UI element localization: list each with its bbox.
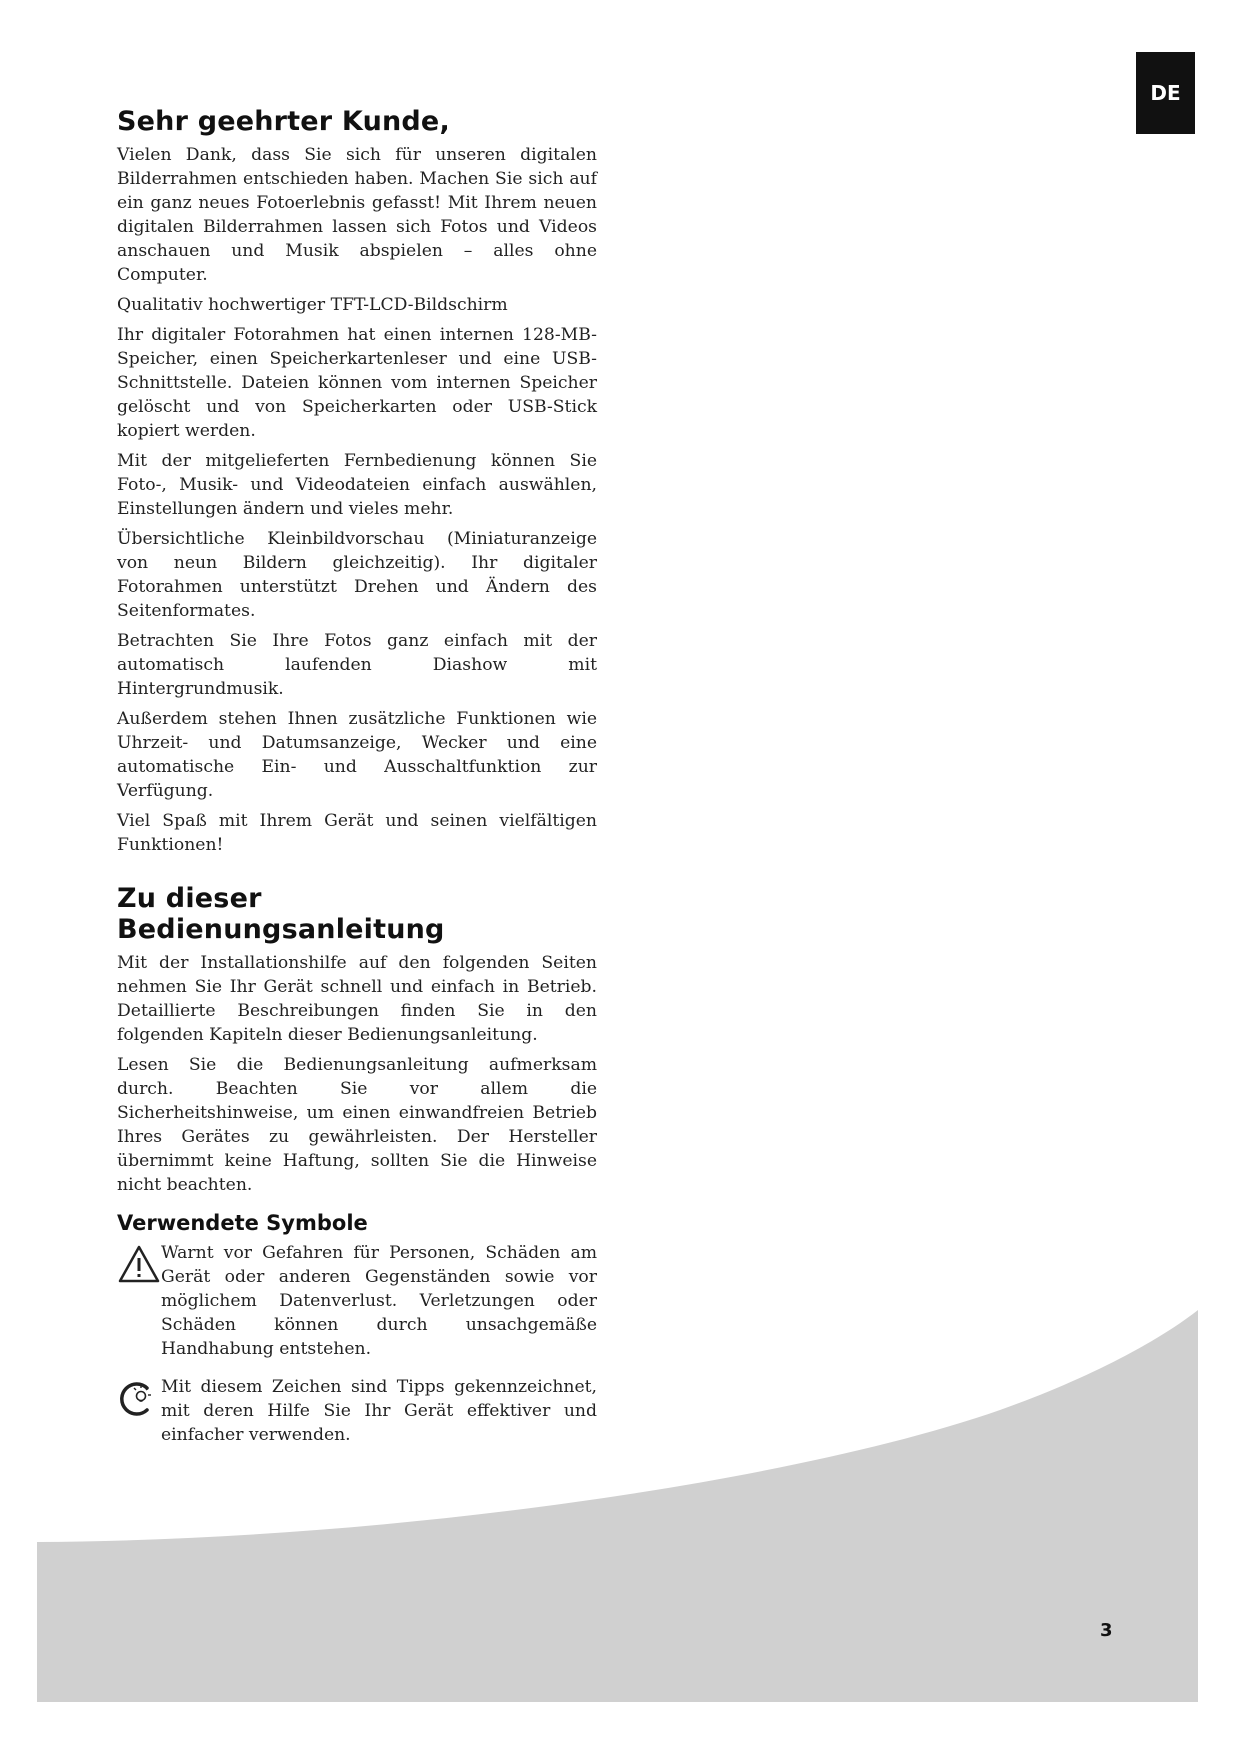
paragraph-memory: Ihr digitaler Fotorahmen hat einen internen 128-MB-Speicher, einen Speicherkartenleser und eine USB-Schnittstelle. Dateien können vom internen Speicher gelöscht und von Speicherkarten oder USB-Stick kopiert werden. bbox=[117, 325, 597, 441]
subsection-title-symbols: Verwendete Symbole bbox=[117, 1211, 368, 1235]
warning-symbol-text: Warnt vor Gefahren für Personen, Schäden am Gerät oder anderen Gegenständen sowie vor möglichem Datenverlust. Verletzungen oder Schäden können durch unsachgemäße Handhabung entstehen. bbox=[161, 1243, 597, 1359]
tip-symbol-text: Mit diesem Zeichen sind Tipps gekennzeichnet, mit deren Hilfe Sie Ihr Gerät effektiver und einfacher verwenden. bbox=[161, 1377, 597, 1445]
warning-triangle-icon bbox=[117, 1243, 161, 1287]
paragraph-slideshow: Betrachten Sie Ihre Fotos ganz einfach mit der automatisch laufenden Diashow mit Hintergrundmusik. bbox=[117, 631, 597, 699]
paragraph-thumbnails: Übersichtliche Kleinbildvorschau (Miniaturanzeige von neun Bildern gleichzeitig). Ihr digitaler Fotorahmen unterstützt Drehen und Ändern des Seitenformates. bbox=[117, 529, 597, 621]
paragraph-installation: Mit der Installationshilfe auf den folgenden Seiten nehmen Sie Ihr Gerät schnell und einfach in Betrieb. Detaillierte Beschreibungen finden Sie in den folgenden Kapiteln dieser Bedienungsanleitung. bbox=[117, 953, 597, 1045]
paragraph-read-manual: Lesen Sie die Bedienungsanleitung aufmerksam durch. Beachten Sie vor allem die Sicherheitshinweise, um einen einwandfreien Betrieb Ihres Gerätes zu gewährleisten. Der Hersteller übernimmt keine Haftung, sollten Sie die Hinweise nicht beachten. bbox=[117, 1055, 597, 1195]
section-title-manual: Zu dieser Bedienungsanleitung bbox=[117, 883, 445, 945]
tip-lightbulb-icon bbox=[117, 1377, 161, 1421]
warning-symbol-row bbox=[117, 1241, 597, 1361]
tip-symbol-row bbox=[117, 1375, 597, 1447]
paragraph-remote: Mit der mitgelieferten Fernbedienung können Sie Foto-, Musik- und Videodateien einfach auswählen, Einstellungen ändern und vieles mehr. bbox=[117, 451, 597, 519]
section-title-greeting: Sehr geehrter Kunde, bbox=[117, 106, 450, 137]
paragraph-closing: Viel Spaß mit Ihrem Gerät und seinen vielfältigen Funktionen! bbox=[117, 811, 597, 855]
page-number: 3 bbox=[1100, 1620, 1113, 1641]
paragraph-functions: Außerdem stehen Ihnen zusätzliche Funktionen wie Uhrzeit- und Datumsanzeige, Wecker und eine automatische Ein- und Ausschaltfunktion zur Verfügung. bbox=[117, 709, 597, 801]
paragraph-intro: Vielen Dank, dass Sie sich für unseren digitalen Bilderrahmen entschieden haben. Machen Sie sich auf ein ganz neues Fotoerlebnis gefasst! Mit Ihrem neuen digitalen Bilderrahmen lassen sich Fotos und Videos anschauen und Musik abspielen – alles ohne Computer. bbox=[117, 145, 597, 285]
main-content bbox=[117, 106, 597, 1461]
paragraph-display: Qualitativ hochwertiger TFT-LCD-Bildschirm bbox=[117, 295, 508, 315]
language-tab: DE bbox=[1136, 52, 1195, 134]
